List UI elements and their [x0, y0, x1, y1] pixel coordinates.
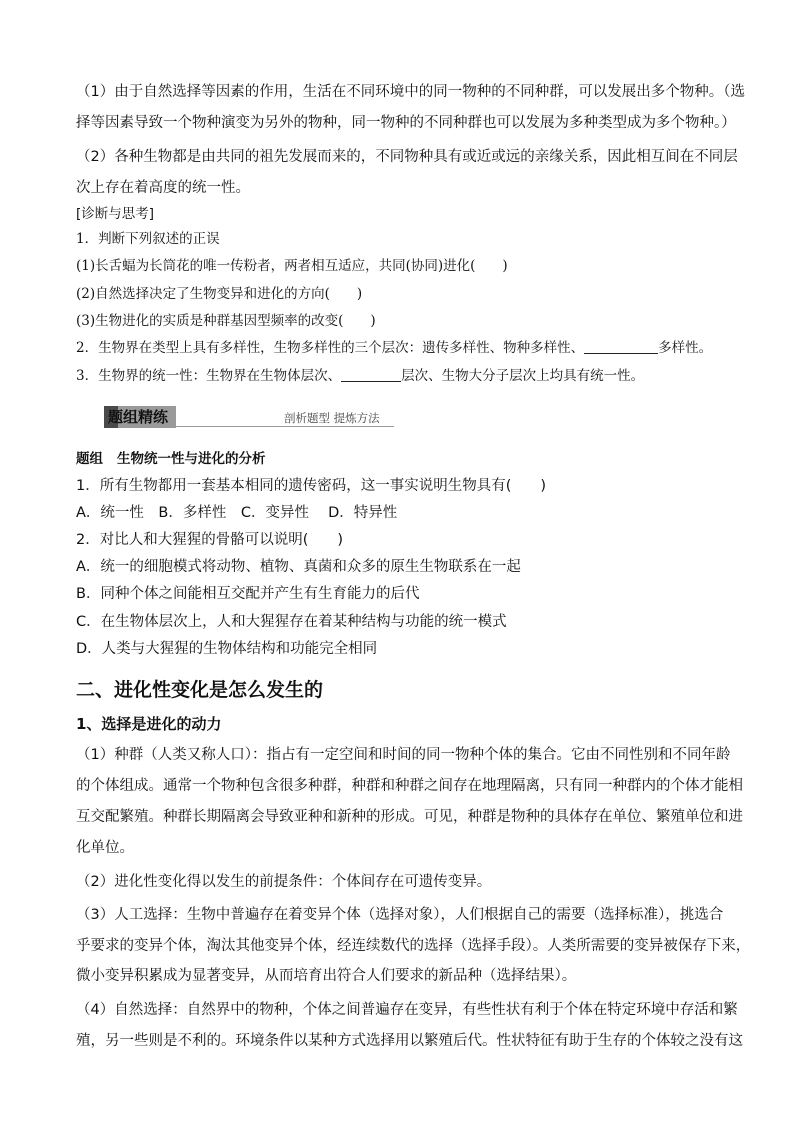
exercise-question-2-option-c: C．在生物体层次上，人和大猩猩存在着某种结构与功能的统一模式: [76, 614, 507, 630]
section-paragraph-2: （2）进化性变化得以发生的前提条件：个体间存在可遗传变异。: [76, 874, 492, 890]
exercise-question-1: 1．所有生物都用一套基本相同的遗传密码，这一事实说明生物具有( ): [76, 478, 547, 494]
exercise-question-2-option-d: D．人类与大猩猩的生物体结构和功能完全相同: [76, 641, 378, 657]
section-banner: [104, 406, 394, 428]
intro-paragraph-2-line-2: 次上存在着高度的统一性。: [76, 180, 250, 196]
intro-paragraph-1-line-1: （1）由于自然选择等因素的作用，生活在不同环境中的同一物种的不同种群，可以发展出多个物种。（选: [76, 84, 745, 100]
intro-paragraph-1-line-2: 择等因素导致一个物种演变为另外的物种，同一物种的不同种群也可以发展为多种类型成为多个物种。）: [76, 115, 736, 131]
diagnosis-question-3-prefix: 3．生物界的统一性：生物界在生物体层次、: [76, 368, 342, 384]
section-paragraph-4-line-1: （4）自然选择：自然界中的物种，个体之间普遍存在变异，有些性状有利于个体在特定环境中存活和繁: [76, 1002, 738, 1018]
answer-blank[interactable]: [584, 339, 658, 354]
diagnosis-question-1-item-1: (1)长舌蝠为长筒花的唯一传粉者，两者相互适应，共同(协同)进化( ): [76, 258, 508, 274]
diagnosis-question-1-item-3: (3)生物进化的实质是种群基因型频率的改变( ): [76, 313, 376, 329]
diagnosis-question-3: [76, 366, 726, 386]
banner-rule: [176, 426, 394, 427]
exercise-question-1-options: A．统一性 B．多样性 C．变异性 D．特异性: [76, 505, 398, 521]
exercise-group-heading: [76, 449, 726, 469]
diagnosis-question-1: 1．判断下列叙述的正误: [76, 231, 220, 247]
section-paragraph-1-line-3: 互交配繁殖。种群长期隔离会导致亚种和新种的形成。可见，种群是物种的具体存在单位、繁殖单位和进: [76, 809, 743, 825]
exercise-group-title: 生物统一性与进化的分析: [117, 451, 266, 467]
section-title: 二、进化性变化是怎么发生的: [76, 679, 324, 701]
section-paragraph-3-line-3: 微小变异积累成为显著变异，从而培育出符合人们要求的新品种（选择结果）。: [76, 968, 577, 984]
exercise-question-2-option-a: A．统一的细胞模式将动物、植物、真菌和众多的原生生物联系在一起: [76, 559, 521, 575]
subsection-title: 1、选择是进化的动力: [76, 715, 222, 733]
exercise-group-label: 题组: [76, 451, 103, 467]
diagnosis-question-2-suffix: 多样性。: [658, 340, 713, 356]
banner-title: 题组精练: [108, 408, 169, 426]
section-paragraph-1-line-1: （1）种群（人类又称人口）：指占有一定空间和时间的同一物种个体的集合。它由不同性别和不同年龄: [76, 747, 731, 763]
diagnosis-heading: [诊断与思考]: [76, 206, 155, 222]
banner-subtitle: 剖析题型 提炼方法: [284, 411, 380, 425]
section-paragraph-3-line-1: （3）人工选择：生物中普遍存在着变异个体（选择对象），人们根据自己的需要（选择标准），挑选合: [76, 907, 724, 923]
diagnosis-question-2-prefix: 2．生物界在类型上具有多样性，生物多样性的三个层次：遗传多样性、物种多样性、: [76, 340, 585, 356]
answer-blank[interactable]: [341, 367, 401, 382]
exercise-question-2-option-b: B．同种个体之间能相互交配并产生有生育能力的后代: [76, 586, 420, 602]
intro-paragraph-2-line-1: （2）各种生物都是由共同的祖先发展而来的，不同物种具有或近或远的亲缘关系，因此相互间在不同层: [76, 149, 738, 165]
exercise-question-2: 2．对比人和大猩猩的骨骼可以说明( ): [76, 532, 344, 548]
section-paragraph-3-line-2: 乎要求的变异个体，淘汰其他变异个体，经连续数代的选择（选择手段）。人类所需要的变异被保存下来，: [76, 938, 751, 954]
diagnosis-question-3-suffix: 层次、生物大分子层次上均具有统一性。: [401, 368, 645, 384]
section-paragraph-4-line-2: 殖，另一些则是不利的。环境条件以某种方式选择用以繁殖后代。性状特征有助于生存的个体较之没有这: [76, 1033, 743, 1049]
section-paragraph-1-line-2: 的个体组成。通常一个物种包含很多种群，种群和种群之间存在地理隔离，只有同一种群内的个体才能相: [76, 778, 743, 794]
section-paragraph-1-line-4: 化单位。: [76, 840, 134, 856]
diagnosis-question-1-item-2: (2)自然选择决定了生物变异和进化的方向( ): [76, 286, 363, 302]
diagnosis-question-2: [76, 338, 726, 358]
